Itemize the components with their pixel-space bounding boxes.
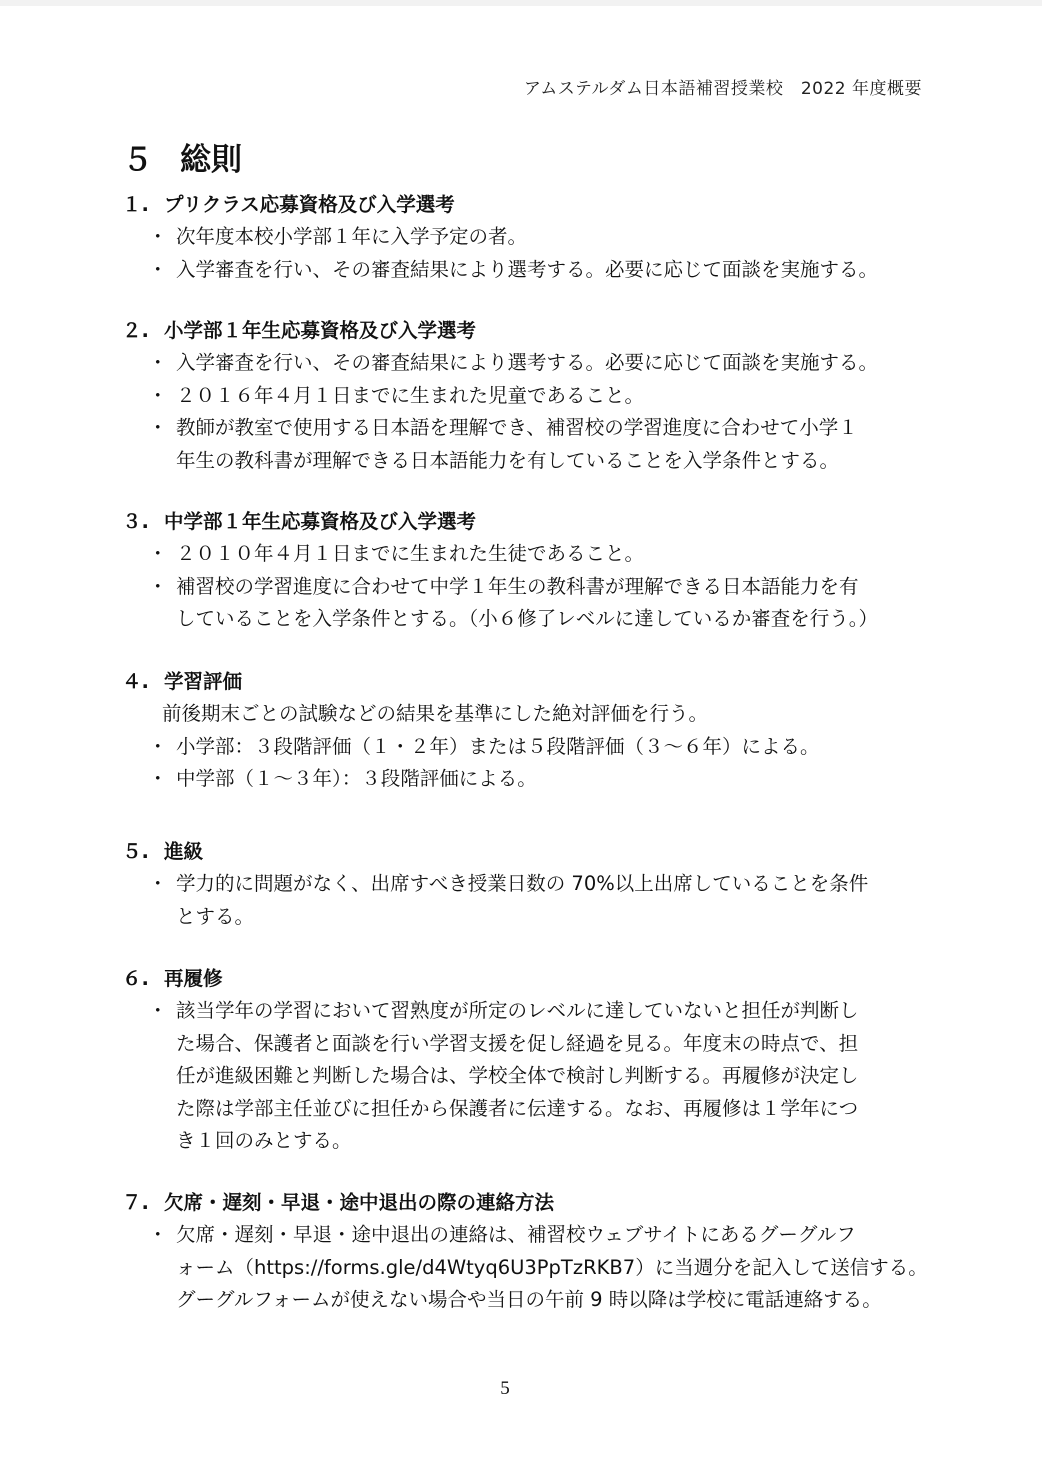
section-title	[118, 505, 938, 538]
bullet-icon: ・	[148, 574, 168, 598]
list-item-text: 入学審査を行い、その審査結果により選考する。必要に応じて面談を実施する。	[176, 257, 879, 281]
bullet-icon: ・	[148, 225, 168, 248]
bullet-icon: ・	[148, 416, 168, 439]
list-item	[118, 868, 938, 901]
list-item	[118, 731, 938, 764]
section-title-text: プリクラス応募資格及び入学選考	[164, 193, 455, 216]
list-item-text: 中学部（１～３年）：３段階評価による。	[176, 767, 537, 790]
list-item-text: 欠席・遅刻・早退・途中退出の連絡は、補習校ウェブサイトにあるグーグルフ	[176, 1223, 856, 1246]
section-title	[118, 665, 938, 698]
section-number: ３.	[122, 510, 149, 533]
section-title	[118, 835, 938, 868]
list-item-text: 小学部：３段階評価（１・２年）または５段階評価（３～６年）による。	[176, 734, 820, 758]
section-7	[118, 1186, 938, 1317]
list-item-continuation: た際は学部主任並びに担任から保護者に伝達する。なお、再履修は１学年につ	[176, 1096, 859, 1120]
section-title	[118, 962, 938, 995]
list-item-text: ２０１０年４月１日までに生まれた生徒であること。	[176, 542, 645, 565]
section-number: ２.	[122, 319, 149, 342]
list-item	[118, 347, 938, 380]
list-item-continuation: た場合、保護者と面談を行い学習支援を促し経過を見る。年度末の時点で、担	[176, 1031, 859, 1055]
list-item	[118, 380, 938, 413]
section-number: ６.	[122, 967, 149, 990]
list-item	[118, 538, 938, 571]
list-item	[118, 412, 938, 445]
section-4	[118, 665, 938, 796]
list-item-continuation: とする。	[176, 904, 255, 928]
bullet-icon: ・	[148, 767, 168, 790]
list-item-text: 入学審査を行い、その審査結果により選考する。必要に応じて面談を実施する。	[176, 351, 879, 374]
list-item	[118, 1219, 938, 1252]
list-item	[118, 221, 938, 254]
page-header: アムステルダム日本語補習授業校 2022 年度概要	[523, 79, 922, 99]
list-item-continuation: き１回のみとする。	[176, 1129, 352, 1152]
list-item-text: 該当学年の学習において習熟度が所定のレベルに達していないと担任が判断し	[176, 999, 859, 1022]
list-item-continuation: 任が進級困難と判断した場合は、学校全体で検討し判断する。再履修が決定し	[176, 1064, 859, 1087]
list-item-continuation: していることを入学条件とする。（小６修了レベルに達しているか審査を行う。）	[176, 607, 879, 630]
list-item-continuation: グーグルフォームが使えない場合や当日の午前 9 時以降は学校に電話連絡する。	[176, 1288, 882, 1311]
section-title-text: 再履修	[164, 967, 223, 990]
section-number: ４.	[122, 670, 149, 693]
bullet-icon: ・	[148, 383, 168, 407]
bullet-icon: ・	[148, 734, 168, 758]
chapter-number: ５	[122, 142, 153, 178]
bullet-icon: ・	[148, 257, 168, 281]
section-number: ７.	[122, 1191, 149, 1214]
list-item-continuation: ォーム（https://forms.gle/d4Wtyq6U3PpTzRKB7）に当週分を記入して送信する。	[176, 1255, 928, 1279]
section-title-text: 欠席・遅刻・早退・途中退出の際の連絡方法	[164, 1191, 555, 1214]
section-title	[118, 188, 938, 221]
list-item-text: 教師が教室で使用する日本語を理解でき、補習校の学習進度に合わせて小学１	[176, 416, 858, 439]
list-item	[118, 571, 938, 604]
section-title	[118, 314, 938, 347]
section-title-text: 小学部１年生応募資格及び入学選考	[164, 319, 477, 342]
bullet-icon: ・	[148, 1223, 168, 1246]
list-item-text: ２０１６年４月１日までに生まれた児童であること。	[176, 383, 645, 407]
section-title-text: 進級	[164, 840, 204, 863]
list-item-text: 補習校の学習進度に合わせて中学１年生の教科書が理解できる日本語能力を有	[176, 574, 859, 598]
bullet-icon: ・	[148, 872, 168, 895]
chapter-heading	[122, 134, 242, 179]
bullet-icon: ・	[148, 351, 168, 374]
section-1	[118, 188, 938, 286]
page-top-edge	[0, 0, 1042, 6]
list-item-continuation: 年生の教科書が理解できる日本語能力を有していることを入学条件とする。	[176, 448, 840, 472]
paragraph-text: 前後期末ごとの試験などの結果を基準にした絶対評価を行う。	[162, 702, 709, 725]
section-2	[118, 314, 938, 477]
bullet-icon: ・	[148, 542, 168, 565]
section-3	[118, 505, 938, 636]
chapter-title: 総則	[180, 142, 242, 178]
page-number: 5	[500, 1378, 510, 1399]
section-number: ５.	[122, 840, 149, 863]
list-item	[118, 763, 938, 796]
section-title-text: 中学部１年生応募資格及び入学選考	[164, 510, 477, 533]
list-item-text: 次年度本校小学部１年に入学予定の者。	[176, 225, 528, 248]
bullet-icon: ・	[148, 999, 168, 1022]
section-6	[118, 962, 938, 1158]
section-title-text: 学習評価	[164, 670, 243, 693]
section-number: １.	[122, 193, 149, 216]
list-item-text: 学力的に問題がなく、出席すべき授業日数の 70%以上出席していることを条件	[176, 872, 869, 895]
list-item	[118, 995, 938, 1028]
section-5	[118, 835, 938, 933]
list-item	[118, 254, 938, 287]
section-title	[118, 1186, 938, 1219]
